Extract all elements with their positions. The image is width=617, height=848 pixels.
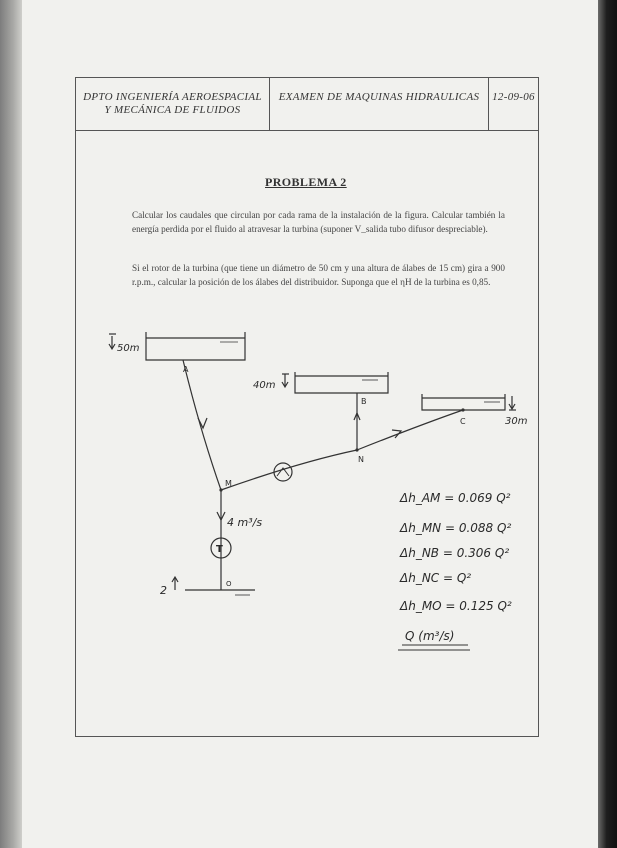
level-a-label: 50m	[117, 343, 140, 354]
reservoir-a	[146, 332, 245, 360]
pipe-m-n	[221, 450, 357, 490]
level-c-label: 30m	[505, 416, 528, 427]
equation-nc: Δh_NC = Q²	[400, 571, 472, 585]
units-note: Q (m³/s)	[405, 629, 455, 643]
equation-mn: Δh_MN = 0.088 Q²	[400, 521, 512, 535]
level-b-label: 40m	[253, 380, 276, 391]
level-o-label: 2	[160, 584, 167, 597]
turbine-letter: T	[216, 544, 223, 555]
equation-nb: Δh_NB = 0.306 Q²	[400, 546, 510, 560]
turbine-flow-label: 4 m³/s	[227, 516, 263, 529]
problem-paragraph-2: Si el rotor de la turbina (que tiene un diámetro de 50 cm y una altura de álabes de 15 cm) gira a 900 r.p.m., calcular la posición de los álabes del distribuidor. Suponga que el ηH de la turbina es 0,85.	[132, 263, 505, 287]
problem-paragraph-1: Calcular los caudales que circulan por cada rama de la instalación de la figura. Calcular también la energía perdida por el fluido al atravesar la turbina (suponer V_salida tubo difusor despreciable).	[132, 210, 505, 234]
node-c-label: C	[460, 417, 466, 426]
exam-date: 12-09-06	[492, 91, 535, 103]
reservoir-b	[295, 372, 388, 393]
node-n-label: N	[358, 455, 364, 464]
pipe-n-c	[357, 410, 463, 450]
node-a-label: A	[183, 365, 189, 374]
exam-name: EXAMEN DE MAQUINAS HIDRAULICAS	[278, 91, 480, 103]
problem-title: PROBLEMA 2	[265, 175, 347, 189]
node-m-label: M	[225, 479, 232, 488]
department-line-1: DPTO INGENIERÍA AEROESPACIAL	[83, 91, 262, 103]
department-line-2: Y MECÁNICA DE FLUIDOS	[104, 104, 241, 116]
equation-mo: Δh_MO = 0.125 Q²	[400, 599, 512, 613]
node-b-label: B	[361, 397, 367, 406]
node-o-label: O	[226, 580, 232, 588]
equation-am: Δh_AM = 0.069 Q²	[400, 491, 511, 505]
